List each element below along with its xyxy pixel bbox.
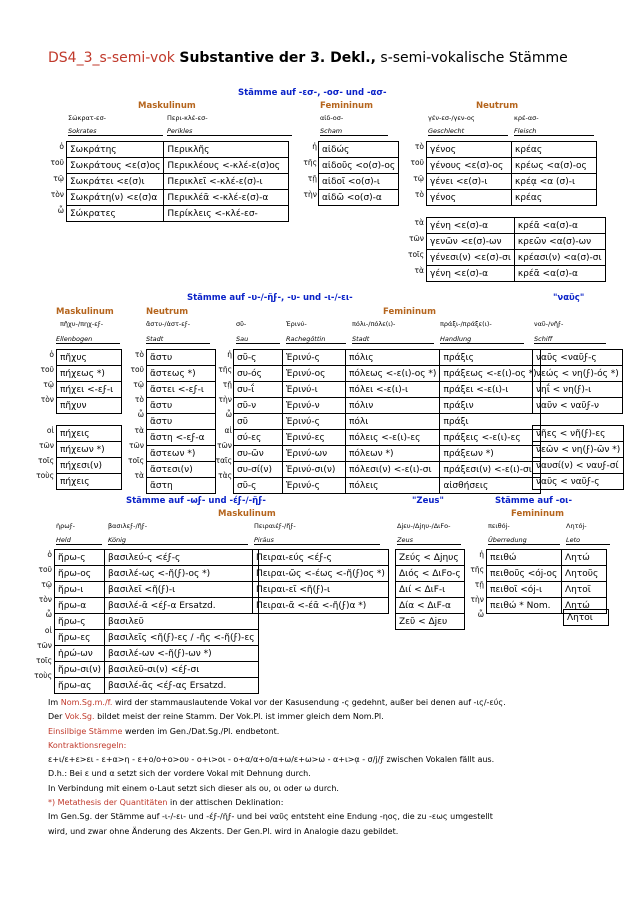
form-cell: αἰδώς xyxy=(319,142,399,158)
form-cell: συ-ός xyxy=(234,366,283,382)
form-cell: Ἐρινύ-ν xyxy=(283,398,346,414)
meaning-label: Schiff xyxy=(534,335,606,344)
form-cell: κρέᾶ <α(σ)-α xyxy=(514,266,605,282)
paradigm-table xyxy=(563,609,609,626)
form-cell: Δία < ΔιϜ-α xyxy=(396,598,465,614)
form-cell: ἄστει <-εϝ-ι xyxy=(147,382,216,398)
form-cell: σῦ-ς xyxy=(234,350,283,366)
form-cell: Σωκράτους <ε(σ)ος xyxy=(67,158,164,174)
stem-label: ναῦ-/νῆϝ- xyxy=(534,320,564,328)
note-text: Nom.Sg.m./f. xyxy=(60,698,113,707)
form-cell: πῆχυν xyxy=(57,398,122,414)
stem-label: πῆχυ-/πηχ-εϝ- xyxy=(60,320,104,328)
form-cell: Περικλῆς xyxy=(164,142,289,158)
form-cell: ἥρω-σι(ν) xyxy=(55,662,105,678)
form-cell: Ἐρινύ-σι(ν) xyxy=(283,462,346,478)
form-cell: ναῦς < ναῦϝ-ς xyxy=(533,474,624,490)
case-label: τὸ xyxy=(134,395,144,404)
meaning-label: Rachegöttin xyxy=(286,335,346,344)
stem-label: Δjευ-/Δjηυ-/ΔιϜο- xyxy=(397,522,451,530)
gender-neut: Neutrum xyxy=(476,101,519,111)
section-heading-zeus: "Zeus" xyxy=(412,496,444,506)
form-cell: πειθώ * Nom. xyxy=(487,598,562,614)
case-label: τὸ xyxy=(414,190,424,199)
form-cell: γένεσι(ν) <ε(σ)-σι xyxy=(427,250,515,266)
case-label: τὰ xyxy=(134,471,144,480)
form-cell: Λητώ xyxy=(562,598,607,614)
section-heading-u-i: Stämme auf -υ-/-ῆϝ-, -υ- und -ι-/-ει- xyxy=(187,293,353,303)
case-label: τῆς xyxy=(303,158,317,167)
case-label: τὸ xyxy=(134,350,144,359)
stem-label: ἡρωϝ- xyxy=(56,522,76,530)
note-line xyxy=(48,725,608,739)
form-cell: κρέᾳ <α (σ)-ι xyxy=(512,174,597,190)
note-line xyxy=(48,710,608,724)
form-cell: ἥρω-ς xyxy=(55,614,105,630)
case-label: τῇ xyxy=(222,380,232,389)
case-label: τὸν xyxy=(50,190,64,199)
stem-label: πόλι-/πόλε(ι)- xyxy=(352,320,396,328)
note-text: wird der stammauslautende Vokal vor der Kasusendung -ς gedehnt, außer bei denen auf -ις/-εύς. xyxy=(112,698,506,707)
paradigm-table xyxy=(56,349,122,414)
case-label: ὦ xyxy=(477,610,484,619)
case-label: ὦ xyxy=(225,410,232,419)
form-cell: ναῦν < ναῦϝ-ν xyxy=(533,398,623,414)
meaning-label: Perikles xyxy=(167,127,292,136)
stem-label: γέν-εσ-/γεν-ος xyxy=(428,114,475,122)
paradigm-table xyxy=(66,141,289,222)
meaning-label: Leto xyxy=(566,536,610,545)
case-label: τὸ xyxy=(414,142,424,151)
case-label: τὴν xyxy=(470,595,484,604)
form-cell: νεῶν < νη(ϝ)-ῶν *) xyxy=(533,442,624,458)
form-cell: σῦ-ν xyxy=(234,398,283,414)
form-cell: Σωκράτη(ν) <ε(σ)α xyxy=(67,190,164,206)
case-label: τῇ xyxy=(474,580,484,589)
form-cell: πόλιν xyxy=(346,398,440,414)
form-cell: Ἐρινύ-ι xyxy=(283,382,346,398)
stem-label: Σώκρατ-εσ- xyxy=(68,114,107,122)
stem-label: Πειραιέϝ-/ῆϝ- xyxy=(254,522,296,530)
paradigm-table xyxy=(233,349,541,494)
case-label: τοῦ xyxy=(410,158,424,167)
case-label: τοῦ xyxy=(38,565,52,574)
form-cell: πόλεως <-ε(ι)-ος *) xyxy=(346,366,440,382)
form-cell: ἥρω-ς xyxy=(55,550,105,566)
form-cell: Ἐρινύ-ος xyxy=(283,366,346,382)
form-cell: Ζεύς < Δjηυς xyxy=(396,550,465,566)
form-cell: Πειραι-εύς <έϝ-ς xyxy=(253,550,389,566)
form-cell: Σώκρατες xyxy=(67,206,164,222)
section-heading-ew: Stämme auf -ωϝ- und -έϝ-/-ῆϝ- xyxy=(126,496,266,506)
form-cell: κρέᾶ <α(σ)-α xyxy=(514,218,605,234)
form-cell: βασιλέ-ᾱ <έϝ-α Ersatzd. xyxy=(105,598,258,614)
note-text: Kontraktionsregeln: xyxy=(48,740,127,750)
form-cell: βασιλέ-ᾱς <έϝ-ας Ersatzd. xyxy=(105,678,258,694)
form-cell: συ-σί(ν) xyxy=(234,462,283,478)
case-label: τὰ xyxy=(414,266,424,275)
form-cell: αἰσθήσεις xyxy=(440,478,540,494)
paradigm-table xyxy=(252,549,389,614)
form-cell: πόλις xyxy=(346,350,440,366)
form-cell: ἄστη <-εϝ-α xyxy=(147,430,216,446)
form-cell: Πειραι-εῖ <ῆ(ϝ)-ι xyxy=(253,582,389,598)
case-label: τοῖς xyxy=(127,456,144,465)
form-cell: γένει <ε(σ)-ι xyxy=(427,174,512,190)
note-text: Im xyxy=(48,698,61,707)
note-line xyxy=(48,753,608,767)
case-label: ὦ xyxy=(137,410,144,419)
case-label: τοῖς xyxy=(37,456,54,465)
form-cell: πράξιν xyxy=(440,398,540,414)
form-cell: γενῶν <ε(σ)-ων xyxy=(427,234,515,250)
case-label: ὁ xyxy=(47,550,52,559)
case-label: τῷ xyxy=(53,174,64,183)
meaning-label: Piräus xyxy=(254,536,380,545)
note-text: werden im Gen./Dat.Sg./Pl. endbetont. xyxy=(122,726,280,736)
form-cell: γένη <ε(σ)-α xyxy=(427,266,515,282)
case-label: τὰ xyxy=(414,218,424,227)
form-cell: ἄστεως *) xyxy=(147,366,216,382)
form-cell: κρεῶν <α(σ)-ων xyxy=(514,234,605,250)
page-title xyxy=(48,50,568,66)
form-cell: Ζεῦ < Δjευ xyxy=(396,614,465,630)
stem-label: Περι-κλέ-εσ- xyxy=(167,114,208,122)
meaning-label: Stadt xyxy=(146,335,210,344)
note-text: Im Gen.Sg. der Stämme auf -ι-/-ει- und -έϝ-/ῆϝ- und bei ναῦς entsteht eine Endung -ηος, die zu -εως umgestellt xyxy=(48,812,493,822)
form-cell: ἥρω-ος xyxy=(55,566,105,582)
case-label: οἱ xyxy=(44,626,52,635)
form-cell: Σωκράτης xyxy=(67,142,164,158)
form-cell: Διί < ΔιϜ-ι xyxy=(396,582,465,598)
form-cell: συ-ΐ xyxy=(234,382,283,398)
paradigm-table xyxy=(532,349,623,414)
meaning-label: König xyxy=(108,536,248,545)
note-text: In Verbindung mit einem o-Laut setzt sich dieser als ου, οι oder ω durch. xyxy=(48,783,339,793)
case-label: τοῦ xyxy=(50,158,64,167)
case-label: τῶν xyxy=(217,441,232,450)
form-cell: σῦ xyxy=(234,414,283,430)
case-label: τοῦ xyxy=(130,365,144,374)
form-cell: πράξις xyxy=(440,350,540,366)
case-label: ἡ xyxy=(479,550,484,559)
case-label: τῶν xyxy=(37,641,52,650)
form-cell: πήχεις xyxy=(57,426,122,442)
form-cell: νῆες < νῆ(ϝ)-ες xyxy=(533,426,624,442)
form-cell: Ἐρινύ-ες xyxy=(283,430,346,446)
note-line xyxy=(48,796,608,810)
form-cell: νηΐ < νη(ϝ)-ι xyxy=(533,382,623,398)
form-cell: ναῦς <ναῦϝ-ς xyxy=(533,350,623,366)
form-cell: Περίκλεις <-κλέ-εσ- xyxy=(164,206,289,222)
case-label: τοῖς xyxy=(407,250,424,259)
case-label: τῆς xyxy=(470,565,484,574)
stem-label: βασιλεϝ-/ῆϝ- xyxy=(108,522,148,530)
form-cell: ἄστυ xyxy=(147,350,216,366)
case-label: ἡ xyxy=(312,142,317,151)
gender-masc: Maskulinum xyxy=(56,307,114,317)
form-cell: κρέας xyxy=(512,142,597,158)
case-label: τῆς xyxy=(218,365,232,374)
paradigm-table xyxy=(486,549,607,614)
case-label: αἱ xyxy=(224,426,232,435)
stem-label: Λητόj- xyxy=(566,522,587,530)
form-cell: πόλεις xyxy=(346,478,440,494)
note-text: Der xyxy=(48,712,65,722)
form-cell: αἰδῶ <ο(σ)-α xyxy=(319,190,399,206)
form-cell: ἄστη xyxy=(147,478,216,494)
form-cell: βασιλεῖς <ῆ(ϝ)-ες / -ῆς <-ῆ(ϝ)-ες xyxy=(105,630,258,646)
form-cell: γένος xyxy=(427,190,512,206)
case-label: ἡ xyxy=(227,350,232,359)
form-cell: γένους <ε(σ)-ος xyxy=(427,158,512,174)
gender-masc: Maskulinum xyxy=(138,101,196,111)
form-cell: πράξει <-ε(ι)-ι xyxy=(440,382,540,398)
doc-code: DS4_3_s-semi-vok xyxy=(48,50,175,66)
gender-masc: Maskulinum xyxy=(218,509,276,519)
case-label: τῶν xyxy=(129,441,144,450)
form-cell: πράξεως <-ε(ι)-ος *) xyxy=(440,366,540,382)
stem-label: Ἐρινύ- xyxy=(286,320,307,328)
form-cell: Περικλέους <-κλέ-ε(σ)ος xyxy=(164,158,289,174)
note-text: ε+ι/ε+ε>ει - ε+α>η - ε+ο/ο+ο>ου - ο+ι>οι - ο+α/α+ο/α+ω/ε+ω>ω - α+ι>ᾳ - σ/j/ϝ zwischen Vokalen fällt aus. xyxy=(48,755,495,765)
form-cell: βασιλέ-ως <-ῆ(ϝ)-ος *) xyxy=(105,566,258,582)
case-label: τῇ xyxy=(307,174,317,183)
case-label: τοῖς xyxy=(35,656,52,665)
case-label: οἱ xyxy=(46,426,54,435)
stem-label: σῦ- xyxy=(236,320,247,328)
form-cell: σῦ-ς xyxy=(234,478,283,494)
title-rest: s-semi-vokalische Stämme xyxy=(380,50,568,66)
form-cell: κρέας xyxy=(512,190,597,206)
gender-fem: Femininum xyxy=(320,101,373,111)
meaning-label: Geschlecht xyxy=(428,127,508,136)
meaning-label: Sau xyxy=(236,335,280,344)
notes-block xyxy=(48,696,608,839)
case-label: τῷ xyxy=(43,380,54,389)
form-cell: βασιλεῦ-σι(ν) <έϝ-σι xyxy=(105,662,258,678)
form-cell: Περικλεῖ <-κλέ-ε(σ)-ι xyxy=(164,174,289,190)
form-cell: ἥρω-ας xyxy=(55,678,105,694)
form-cell: Σωκράτει <ε(σ)ι xyxy=(67,174,164,190)
note-text: wird, und zwar ohne Änderung des Akzents. Der Gen.Pl. wird in Analogie dazu gebildet. xyxy=(48,826,399,836)
form-cell: Περικλέᾶ <-κλέ-ε(σ)-α xyxy=(164,190,289,206)
form-cell: γένη <ε(σ)-α xyxy=(427,218,515,234)
gender-fem: Femininum xyxy=(383,307,436,317)
form-cell: πόλει <-ε(ι)-ι xyxy=(346,382,440,398)
section-heading-es: Stämme auf -εσ-, -οσ- und -ασ- xyxy=(238,88,387,98)
gender-fem: Femininum xyxy=(511,509,564,519)
note-text: Einsilbige Stämme xyxy=(48,726,123,736)
paradigm-table xyxy=(426,217,606,282)
case-label: τὸν xyxy=(38,595,52,604)
stem-label: πράξι-/πράξε(ι)- xyxy=(440,320,492,328)
note-text: Vok.Sg. xyxy=(64,712,95,722)
case-label: τῶν xyxy=(39,441,54,450)
case-label: τὴν xyxy=(303,190,317,199)
form-cell: βασιλεύ-ς <έϝ-ς xyxy=(105,550,258,566)
form-cell: Λητοῦς xyxy=(562,566,607,582)
paradigm-table xyxy=(532,425,624,490)
form-cell: Ἐρινύ-ς xyxy=(283,414,346,430)
form-cell: πειθοῖ <όj-ι xyxy=(487,582,562,598)
gender-neut: Neutrum xyxy=(146,307,189,317)
note-text: D.h.: Bei ε und α setzt sich der vordere Vokal mit Dehnung durch. xyxy=(48,769,311,779)
form-cell: βασιλεῦ xyxy=(105,614,258,630)
form-cell: ναυσί(ν) < ναυϝ-σί xyxy=(533,458,624,474)
form-cell: πήχεις xyxy=(57,474,122,490)
meaning-label: Überredung xyxy=(488,536,560,545)
form-cell: πόλι xyxy=(346,414,440,430)
form-cell: Λητοῖ xyxy=(564,610,609,626)
form-cell: πῆχυς xyxy=(57,350,122,366)
section-heading-naus: "ναῦς" xyxy=(553,293,585,303)
note-line xyxy=(48,696,608,710)
form-cell: ἄστυ xyxy=(147,414,216,430)
note-line xyxy=(48,810,608,824)
paradigm-table xyxy=(56,425,122,490)
note-line xyxy=(48,767,608,781)
form-cell: Ἐρινύ-ων xyxy=(283,446,346,462)
form-cell: συ-ῶν xyxy=(234,446,283,462)
form-cell: κρέως <α(σ)-ος xyxy=(512,158,597,174)
case-label: ταῖς xyxy=(215,456,232,465)
note-line xyxy=(48,739,608,753)
case-label: τὸν xyxy=(40,395,54,404)
note-text: in der attischen Deklination: xyxy=(167,798,284,808)
form-cell: ἥρω-ες xyxy=(55,630,105,646)
form-cell: Λητοῖ xyxy=(562,582,607,598)
form-cell: πράξεων *) xyxy=(440,446,540,462)
section-heading-oi: Stämme auf -οι- xyxy=(495,496,573,506)
form-cell: Λητώ xyxy=(562,550,607,566)
case-label: τὴν xyxy=(218,395,232,404)
form-cell: πράξεσι(ν) <-ε(ι)-σι xyxy=(440,462,540,478)
case-label: τῷ xyxy=(133,380,144,389)
title-bold: Substantive der 3. Dekl., xyxy=(179,50,376,66)
form-cell: ἄστεσι(ν) xyxy=(147,462,216,478)
meaning-label: Handlung xyxy=(440,335,524,344)
case-label: τοὺς xyxy=(34,671,52,680)
form-cell: βασιλεῖ <ῆ(ϝ)-ι xyxy=(105,582,258,598)
meaning-label: Sokrates xyxy=(68,127,163,136)
case-label: τοῦ xyxy=(40,365,54,374)
case-label: τὰ xyxy=(134,426,144,435)
case-label: τῶν xyxy=(409,234,424,243)
form-cell: Πειραι-ῶς <-έως <-ῆ(ϝ)ος *) xyxy=(253,566,389,582)
paradigm-table xyxy=(54,549,259,694)
form-cell: πήχεως *) xyxy=(57,366,122,382)
stem-label: αἰδ-οσ- xyxy=(320,114,344,122)
meaning-label: Stadt xyxy=(352,335,434,344)
case-label: τῷ xyxy=(41,580,52,589)
paradigm-table xyxy=(395,549,465,630)
form-cell: γένος xyxy=(427,142,512,158)
form-cell: πειθοῦς <όj-ος xyxy=(487,566,562,582)
form-cell: πειθώ xyxy=(487,550,562,566)
case-label: ὦ xyxy=(45,610,52,619)
form-cell: ἥρω-α xyxy=(55,598,105,614)
case-label: ὁ xyxy=(59,142,64,151)
form-cell: αἰδοῖ <ο(σ)-ι xyxy=(319,174,399,190)
form-cell: πήχεων *) xyxy=(57,442,122,458)
form-cell: Πειραι-ᾶ <-έᾱ <-ῆ(ϝ)α *) xyxy=(253,598,389,614)
form-cell: Διός < ΔιϜο-ς xyxy=(396,566,465,582)
note-text: bildet meist der reine Stamm. Der Vok.Pl. ist immer gleich dem Nom.Pl. xyxy=(94,712,384,722)
stem-label: πειθόj- xyxy=(488,522,510,530)
paradigm-table xyxy=(426,141,597,206)
form-cell: πράξεις <-ε(ι)-ες xyxy=(440,430,540,446)
form-cell: ἡρώ-ων xyxy=(55,646,105,662)
note-line xyxy=(48,782,608,796)
form-cell: πόλεσι(ν) <-ε(ι)-σι xyxy=(346,462,440,478)
form-cell: σύ-ες xyxy=(234,430,283,446)
meaning-label: Zeus xyxy=(397,536,461,545)
form-cell: ἄστυ xyxy=(147,398,216,414)
form-cell: πήχεσι(ν) xyxy=(57,458,122,474)
meaning-label: Fleisch xyxy=(514,127,594,136)
form-cell: ἄστεων *) xyxy=(147,446,216,462)
case-label: τὰς xyxy=(218,471,232,480)
case-label: τοὺς xyxy=(36,471,54,480)
case-label: ὁ xyxy=(49,350,54,359)
form-cell: νεώς < νη(ϝ)-ός *) xyxy=(533,366,623,382)
meaning-label: Held xyxy=(56,536,102,545)
stem-label: κρέ-ασ- xyxy=(514,114,539,122)
form-cell: αἰδοῦς <ο(σ)-ος xyxy=(319,158,399,174)
form-cell: πόλεων *) xyxy=(346,446,440,462)
note-line xyxy=(48,825,608,839)
form-cell: Ἐρινύ-ς xyxy=(283,478,346,494)
note-text: *) Metathesis der Quantitäten xyxy=(48,798,168,808)
case-label: τῷ xyxy=(413,174,424,183)
form-cell: πράξι xyxy=(440,414,540,430)
form-cell: κρέασι(ν) <α(σ)-σι xyxy=(514,250,605,266)
meaning-label: Scham xyxy=(320,127,388,136)
form-cell: πήχει <-εϝ-ι xyxy=(57,382,122,398)
paradigm-table xyxy=(318,141,399,206)
form-cell: ἥρω-ι xyxy=(55,582,105,598)
case-label: ὦ xyxy=(57,206,64,215)
form-cell: Ἐρινύ-ς xyxy=(283,350,346,366)
form-cell: βασιλέ-ων <-ῆ(ϝ)-ων *) xyxy=(105,646,258,662)
form-cell: πόλεις <-ε(ι)-ες xyxy=(346,430,440,446)
stem-label: ἄστυ-/ἀστ-εϝ- xyxy=(146,320,191,328)
meaning-label: Ellenbogen xyxy=(56,335,120,344)
